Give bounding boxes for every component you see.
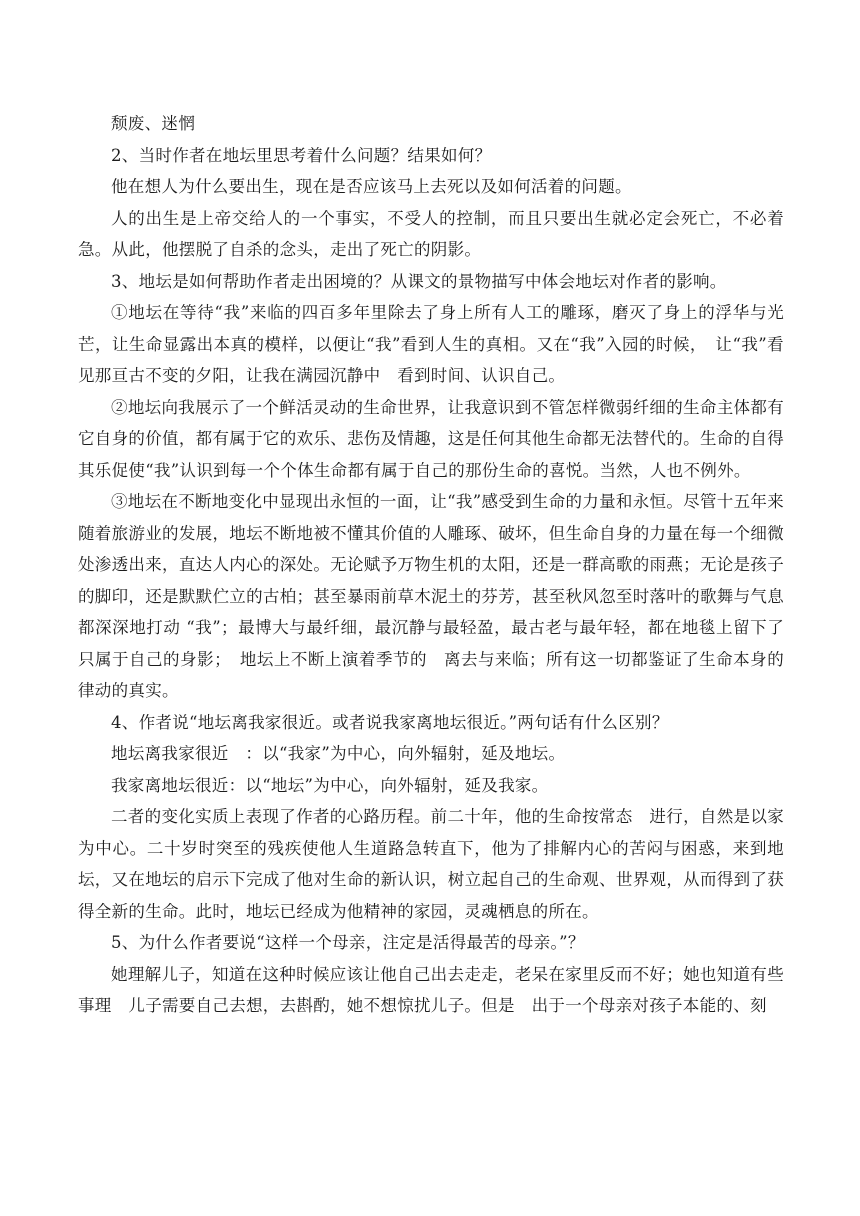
document-body — [78, 108, 784, 1022]
answer-point-2: ②地坛向我展示了一个鲜活灵动的生命世界，让我意识到不管怎样微弱纤细的生命主体都有它自身的价值，都有属于它的欢乐、悲伤及情趣，这是任何其他生命都无法替代的。生命的自得其乐促使“我”认识到每一个个体生命都有属于自己的那份生命的喜悦。当然，人也不例外。 — [78, 397, 784, 480]
answer-paragraph: 他在想人为什么要出生，现在是否应该马上去死以及如何活着的问题。 — [111, 177, 632, 196]
answer-point-1: ①地坛在等待“我”来临的四百多年里除去了身上所有人工的雕琢，磨灭了身上的浮华与光芒，让生命显露出本真的模样，以便让“我”看到人生的真相。又在“我”入园的时候， 让“我”看见那亘古不变的夕阳，让我在满园沉静中 看到时间、认识自己。 — [78, 303, 784, 385]
question-5: 5、为什么作者要说“这样一个母亲，注定是活得最苦的母亲。”？ — [111, 933, 585, 952]
answer-paragraph: 她理解儿子，知道在这种时候应该让他自己出去走走，老呆在家里反而不好；她也知道有些事理 儿子需要自己去想，去斟酌，她不想惊扰儿子。但是 出于一个母亲对孩子本能的、刻 — [78, 964, 784, 1015]
answer-paragraph: 我家离地坛很近：以“地坛”为中心，向外辐射，延及我家。 — [111, 775, 549, 795]
question-4: 4、作者说“地坛离我家很近。或者说我家离地坛很近。”两句话有什么区别？ — [111, 712, 669, 732]
question-3: 3、地坛是如何帮助作者走出困境的？从课文的景物描写中体会地坛对作者的影响。 — [111, 271, 727, 291]
answer-paragraph: 地坛离我家很近 ：以“我家”为中心，向外辐射，延及地坛。 — [111, 744, 566, 763]
answer-point-3: ③地坛在不断地变化中显现出永恒的一面，让“我”感受到生命的力量和永恒。尽管十五年来随着旅游业的发展，地坛不断地被不懂其价值的人雕琢、破坏，但生命自身的力量在每一个细微处渗透出来，直达人内心的深处。无论赋予万物生机的太阳，还是一群高歌的雨燕；无论是孩子的脚印，还是默默伫立的古柏；甚至暴雨前草木泥土的芬芳，甚至秋风忽至时落叶的歌舞与气息都深深地打动 “我”；最博大与最纤细，最沉静与最轻盈，最古老与最年轻，都在地毯上留下了只属于自己的身影； 地坛上不断上演着季节的 离去与来临；所有这一切都鉴证了生命本身的律动的真实。 — [78, 492, 784, 700]
answer-paragraph: 颓废、迷惘 — [111, 114, 195, 133]
answer-paragraph: 人的出生是上帝交给人的一个事实，不受人的控制，而且只要出生就必定会死亡，不必着急。从此，他摆脱了自杀的念头，走出了死亡的阴影。 — [78, 208, 784, 259]
answer-paragraph: 二者的变化实质上表现了作者的心路历程。前二十年，他的生命按常态 进行，自然是以家为中心。二十岁时突至的残疾使他人生道路急转直下，他为了排解内心的苦闷与困惑，来到地坛，又在地坛的启示下完成了他对生命的新认识，树立起自己的生命观、世界观，从而得到了获得全新的生命。此时，地坛已经成为他精神的家园，灵魂栖息的所在。 — [78, 807, 784, 921]
question-2: 2、当时作者在地坛里思考着什么问题？结果如何？ — [111, 145, 492, 165]
